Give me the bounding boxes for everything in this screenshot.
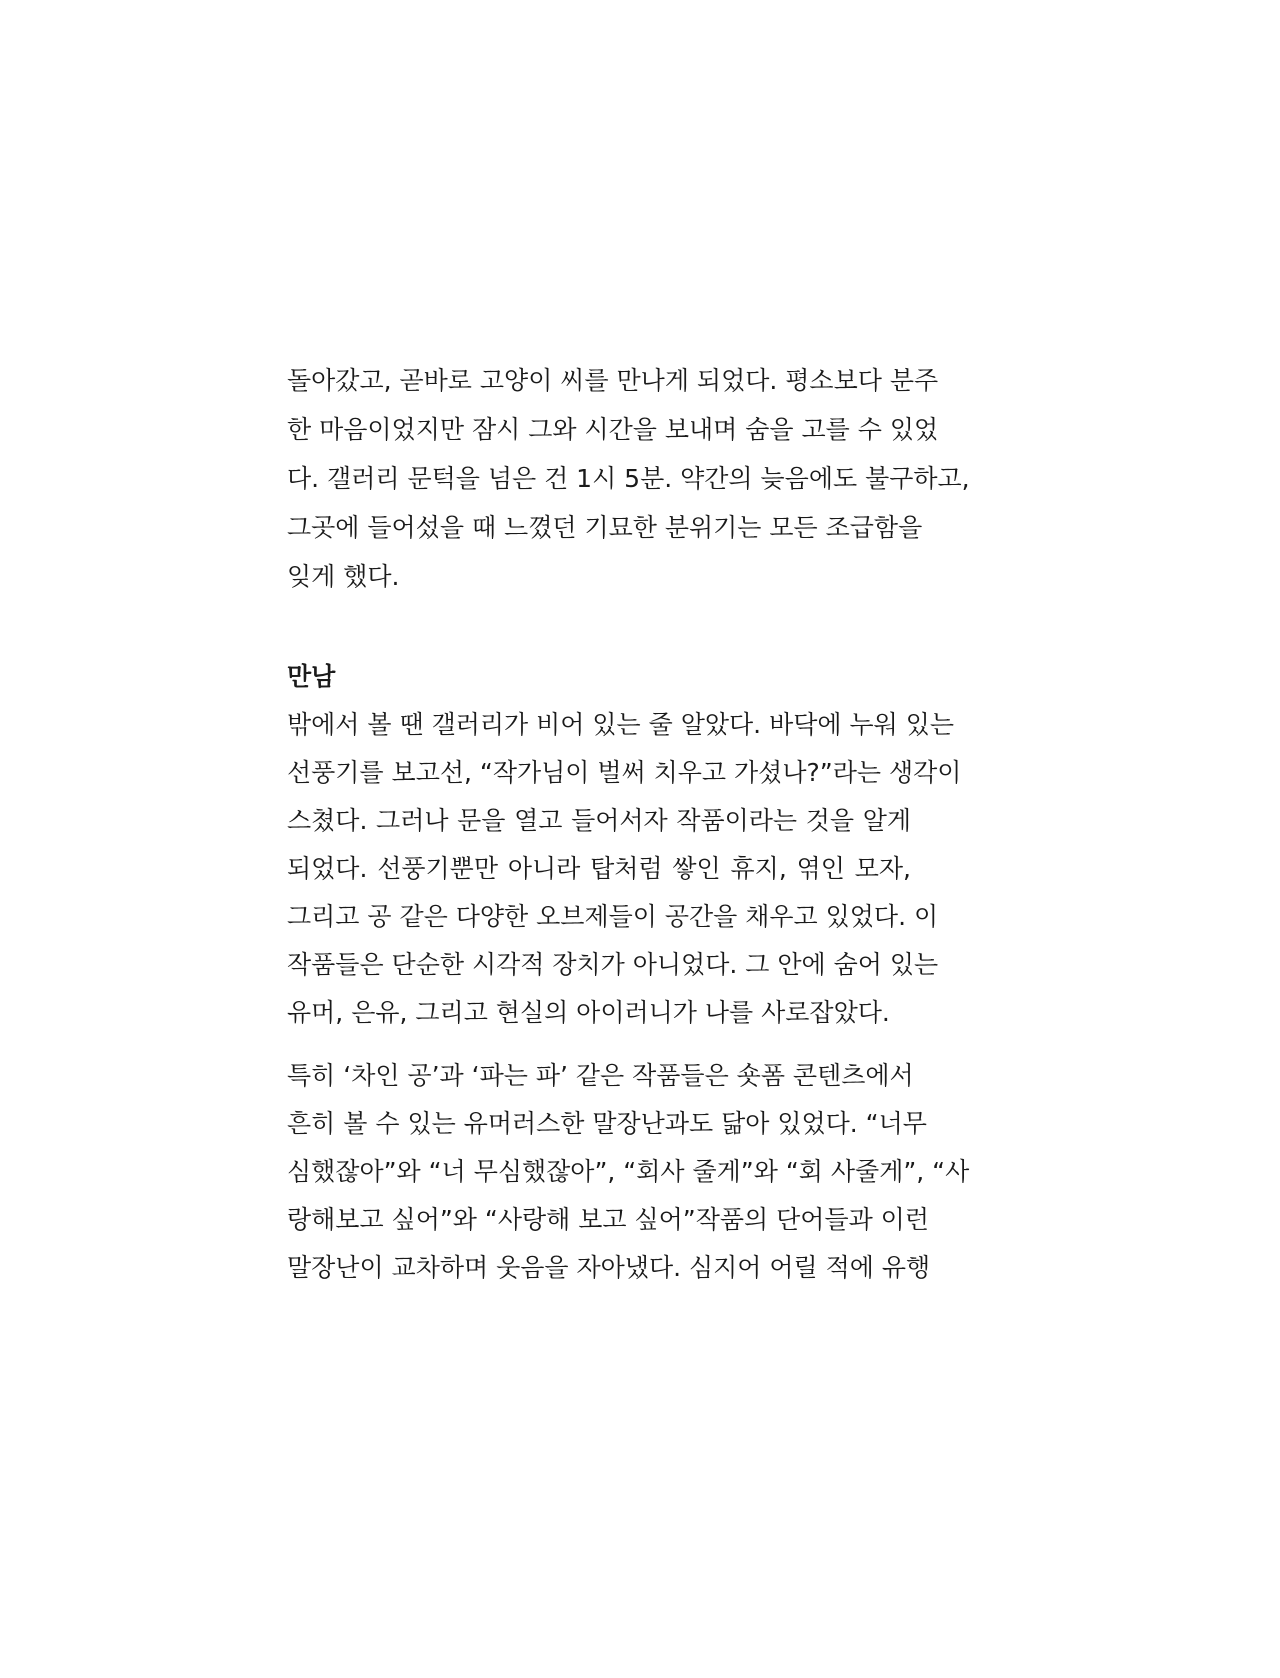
text-line: 선풍기를 보고선, “작가님이 벌써 치우고 가셨나?”라는 생각이 <box>287 758 962 787</box>
text-line: 말장난이 교차하며 웃음을 자아냈다. 심지어 어릴 적에 유행 <box>287 1253 931 1282</box>
paragraph-2 <box>287 701 962 1037</box>
text-line: 되었다. 선풍기뿐만 아니라 탑처럼 쌓인 휴지, 엮인 모자, <box>287 854 911 883</box>
text-line: 그리고 공 같은 다양한 오브제들이 공간을 채우고 있었다. 이 <box>287 902 939 931</box>
text-line: 유머, 은유, 그리고 현실의 아이러니가 나를 사로잡았다. <box>287 998 890 1027</box>
document-body <box>287 356 970 1292</box>
text-line: 그곳에 들어섰을 때 느꼈던 기묘한 분위기는 모든 조급함을 <box>287 513 923 542</box>
text-line: 특히 ‘차인 공’과 ‘파는 파’ 같은 작품들은 숏폼 콘텐츠에서 <box>287 1061 914 1090</box>
text-line: 잊게 했다. <box>287 562 400 591</box>
text-line: 흔히 볼 수 있는 유머러스한 말장난과도 닮아 있었다. “너무 <box>287 1109 927 1138</box>
text-line: 심했잖아”와 “너 무심했잖아”, “회사 줄게”와 “회 사줄게”, “사 <box>287 1157 970 1186</box>
text-line: 랑해보고 싶어”와 “사랑해 보고 싶어”작품의 단어들과 이런 <box>287 1205 929 1234</box>
section-heading: 만남 <box>287 662 336 691</box>
text-line: 한 마음이었지만 잠시 그와 시간을 보내며 숨을 고를 수 있었 <box>287 415 939 444</box>
text-line: 돌아갔고, 곧바로 고양이 씨를 만나게 되었다. 평소보다 분주 <box>287 366 939 395</box>
text-line: 밖에서 볼 땐 갤러리가 비어 있는 줄 알았다. 바닥에 누워 있는 <box>287 710 955 739</box>
text-line: 작품들은 단순한 시각적 장치가 아니었다. 그 안에 숨어 있는 <box>287 950 939 979</box>
text-line: 다. 갤러리 문턱을 넘은 건 1시 5분. 약간의 늦음에도 불구하고, <box>287 464 970 493</box>
text-line: 스쳤다. 그러나 문을 열고 들어서자 작품이라는 것을 알게 <box>287 806 911 835</box>
paragraph-3 <box>287 1052 970 1292</box>
paragraph-1 <box>287 356 970 601</box>
